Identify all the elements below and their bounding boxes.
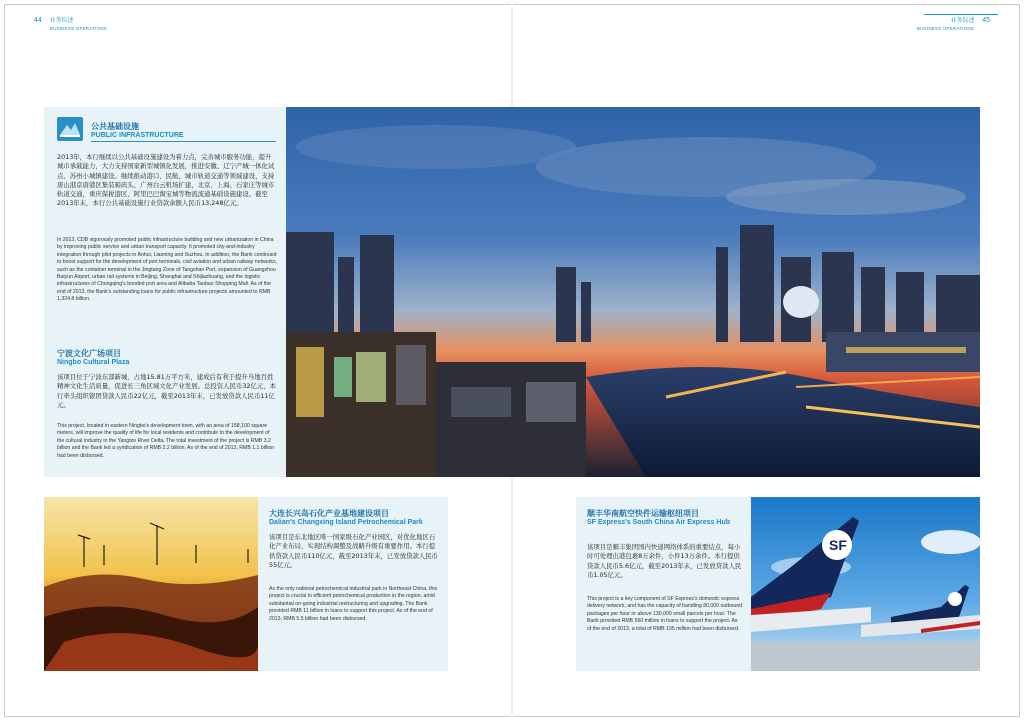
infrastructure-icon bbox=[57, 117, 83, 141]
public-infrastructure-body-cn: 2013年，本行继续以公共基础设施建设为着力点，完善城市服务功能，提升城市承载能力，大力支持国家新型城镇化发展，推进安徽、辽宁产城一体化试点、苏州小城镇建设。继续推动港口、民航、城市轨道交通等领域建设，支持唐山港京唐港区集装箱码头、广州白云机场扩建，北京、上海、石家庄等城市轨道交通，重庆保税港区、阿里巴巴淘宝城等物流流通基础设施建设。截至2013年末，本行公共基础设施行业贷款余额人民币13,248亿元。 bbox=[57, 153, 275, 208]
sf-express-aircraft-photo bbox=[751, 497, 980, 671]
dalian-body-en: As the only national petrochemical industrial park in Northeast China, this project is crucial to efficient petrochemical production in the region, amid substantial on-going industrial restructuring and upgrading. The Bank provided RMB 11 billion in loans to support this project. As of the end of 2013, RMB 5.5 billion had been disbursed. bbox=[269, 586, 438, 622]
ningbo-body-cn: 该项目位于宁波东部新城，占地15.81万平方米，建成后有利于提升当地百姓精神文化生活质量，促进长三角区域文化产业发展。总投资人民币32亿元，本行牵头组织银团贷款人民币22亿元，截至2013年末，已发放贷款人民币11亿元。 bbox=[57, 373, 277, 409]
ningbo-title-cn: 宁波文化广场项目 bbox=[57, 349, 121, 358]
sf-express-title-en: SF Express's South China Air Express Hub bbox=[587, 519, 730, 526]
public-infrastructure-title-cn: 公共基础设施 bbox=[91, 122, 139, 131]
public-infrastructure-panel bbox=[44, 107, 286, 477]
sf-express-body-cn: 该项目是顺丰集团国内快递网络体系的重要结点，每小时可处理出港包裹8万余件，小件13万余件。本行提供贷款人民币5.6亿元，截至2013年末，已发放贷款人民币1.05亿元。 bbox=[587, 543, 742, 579]
ningbo-title-en: Ningbo Cultural Plaza bbox=[57, 359, 130, 366]
public-infrastructure-title-en: PUBLIC INFRASTRUCTURE bbox=[91, 132, 184, 139]
sf-express-body-en: This project is a key component of SF Express's domestic express delivery network, and has the capacity of handling 80,000 outbound packages per hour or above 130,000 small parcels per hour. The Bank provided RMB 560 million in loans to support the project. As of the end of 2013, a total of RMB 105 million had been disbursed. bbox=[587, 596, 743, 632]
dalian-title-cn: 大连长兴岛石化产业基地建设项目 bbox=[269, 509, 389, 518]
left-header-title-cn: 业务综述 bbox=[49, 18, 74, 24]
ningbo-cultural-plaza-photo bbox=[286, 107, 980, 477]
left-header-title-en: BUSINESS OPERATIONS bbox=[50, 26, 107, 31]
sf-express-panel bbox=[576, 497, 751, 671]
right-page-number: 45 bbox=[982, 17, 990, 24]
dalian-petrochemical-photo bbox=[44, 497, 258, 671]
dalian-body-cn: 该项目是东北地区唯一国家级石化产业园区，对优化地区石化产业布局、实现结构调整及战略升级有重要作用。本行提供贷款人民币110亿元，截至2013年末，已发放贷款人民币55亿元。 bbox=[269, 533, 439, 569]
sf-tail-logo: SF bbox=[829, 537, 847, 553]
dalian-panel bbox=[258, 497, 448, 671]
ningbo-body-en: This project, located in eastern Ningbo's development town, with an area of 158,100 square meters, will improve the quality of life for local residents and contribute to the development of the cultural industry in the Yangtze River Delta. The total investment of the project is RMB 3.2 billion and the Bank led a syndication of RMB 2.2 billion. As of the end of 2013, RMB 1.1 billion had been disbursed. bbox=[57, 423, 275, 459]
right-header-title-en: BUSINESS OPERATIONS bbox=[917, 26, 974, 31]
left-page-number: 44 bbox=[34, 17, 42, 24]
right-header-rule bbox=[924, 14, 998, 15]
sf-express-title-cn: 顺丰华南航空快件运输枢纽项目 bbox=[587, 509, 699, 518]
right-page-header bbox=[917, 17, 996, 32]
left-page-header bbox=[28, 17, 107, 32]
right-header-title-cn: 业务综述 bbox=[950, 18, 975, 24]
dalian-title-en: Dalian's Changxing Island Petrochemical Park bbox=[269, 519, 423, 526]
public-infrastructure-body-en: In 2013, CDB vigorously promoted public infrastructure building and new urbanization in China by improving public service and urban transport capacity. It promoted city-and-industry integration through pilot projects in Anhui, Liaoning and Suzhou. In addition, the Bank continued to boost support for the development of port terminals, civil aviation and urban railway networks, such as the container terminal in the Jingtang Zone of Tangshan Port, expansion of Guangzhou Baiyun Airport, urban rail systems in Beijing, Shanghai and Shijiazhuang, and the logistic infrastructures of Chongqing's bonded port area and Alibaba Taobao Shopping Mall. As of the end of 2013, the Bank's outstanding loans for public infrastructure projects amounted to RMB 1,324.8 billion. bbox=[57, 237, 278, 303]
title-underline bbox=[91, 141, 276, 142]
